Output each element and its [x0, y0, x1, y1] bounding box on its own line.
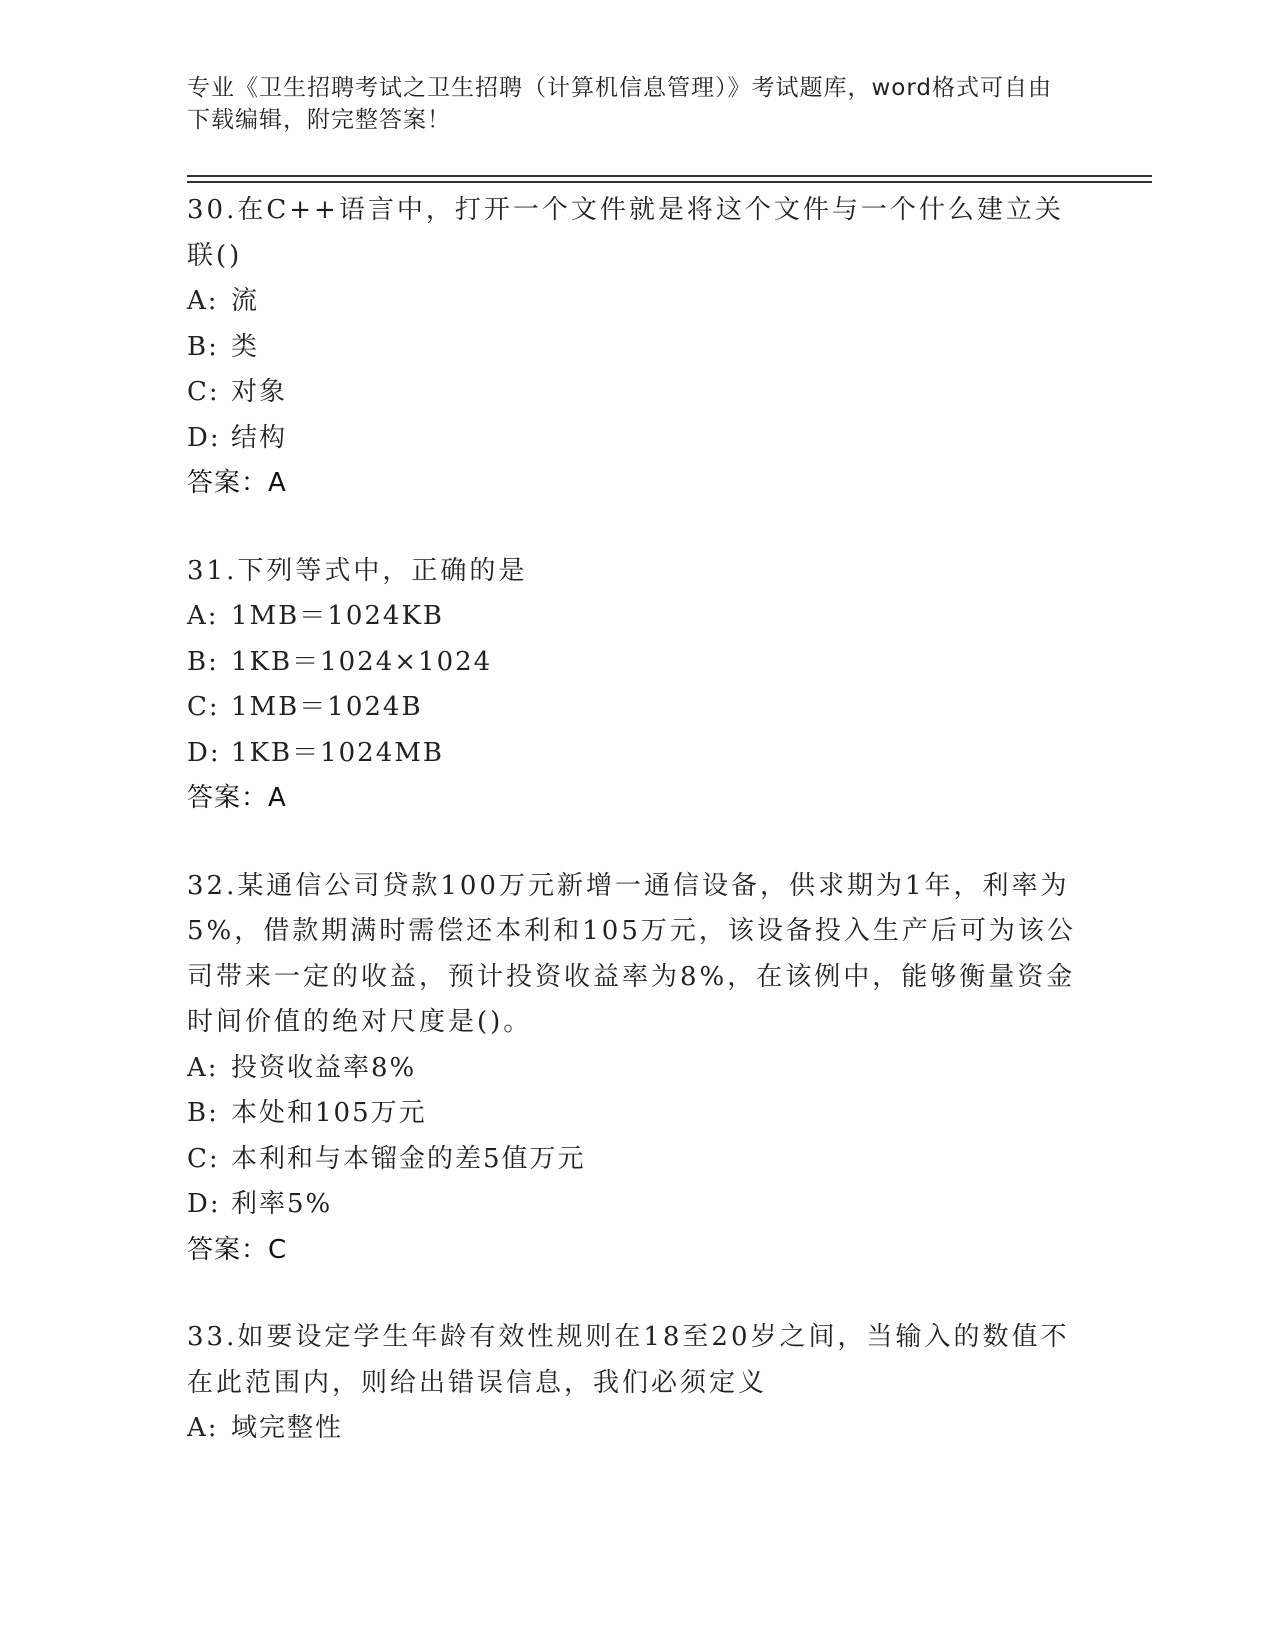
question-item — [187, 864, 1087, 1274]
question-item — [187, 549, 1087, 822]
answer-key: 答案：A — [187, 783, 287, 813]
answer-option — [187, 279, 1087, 325]
option-text: 利率5% — [231, 1189, 333, 1219]
answer-key: 答案：A — [187, 468, 287, 498]
option-text: 结构 — [231, 422, 288, 453]
answer-option — [187, 1091, 1087, 1137]
option-letter: B: — [187, 331, 219, 362]
option-letter: C: — [187, 1143, 220, 1174]
question-list — [187, 188, 1087, 1494]
header-divider-bottom — [187, 181, 1152, 183]
option-letter: A: — [187, 1413, 219, 1443]
option-letter: B: — [187, 1098, 219, 1128]
option-letter: C: — [187, 692, 220, 722]
option-letter: A: — [187, 601, 219, 631]
option-text: 投资收益率8% — [231, 1052, 417, 1083]
answer-option — [187, 325, 1087, 371]
option-text: 1KB＝1024MB — [231, 737, 444, 768]
option-text: 对象 — [231, 377, 288, 407]
header-divider-top — [187, 175, 1152, 177]
answer-option — [187, 640, 1087, 686]
answer-option — [187, 1137, 1087, 1183]
answer-option — [187, 370, 1087, 416]
answer-option — [187, 594, 1087, 640]
answer-option — [187, 416, 1087, 462]
question-text: 31.下列等式中，正确的是 — [187, 555, 528, 586]
answer-key: 答案：C — [187, 1234, 288, 1265]
option-text: 1KB＝1024×1024 — [231, 646, 493, 677]
option-letter: D: — [187, 1189, 221, 1219]
question-item — [187, 1315, 1087, 1452]
option-text: 类 — [231, 331, 260, 362]
answer-option — [187, 1406, 1087, 1452]
document-header: 专业《卫生招聘考试之卫生招聘（计算机信息管理）》考试题库，word格式可自由下载编辑，附完整答案！ — [187, 75, 1053, 133]
option-text: 1MB＝1024KB — [231, 601, 444, 631]
question-text: 33.如要设定学生年龄有效性规则在18至20岁之间，当输入的数值不在此范围内，则给出错误信息，我们必须定义 — [187, 1322, 1070, 1398]
option-letter: D: — [187, 737, 221, 768]
answer-option — [187, 1046, 1087, 1092]
option-letter: A: — [187, 1052, 219, 1083]
option-text: 域完整性 — [231, 1413, 344, 1443]
option-text: 流 — [231, 286, 260, 316]
option-letter: D: — [187, 422, 221, 453]
option-text: 本利和与本镏金的差5值万元 — [231, 1143, 586, 1174]
answer-option — [187, 1182, 1087, 1228]
question-item — [187, 188, 1087, 507]
option-letter: A: — [187, 286, 219, 316]
answer-option — [187, 731, 1087, 777]
question-text: 30.在C++语言中，打开一个文件就是将这个文件与一个什么建立关联() — [187, 195, 1064, 271]
option-text: 本处和105万元 — [231, 1098, 427, 1128]
option-letter: B: — [187, 646, 219, 677]
answer-option — [187, 685, 1087, 731]
option-text: 1MB＝1024B — [231, 692, 423, 722]
option-letter: C: — [187, 377, 220, 407]
question-text: 32.某通信公司贷款100万元新增一通信设备，供求期为1年，利率为5%，借款期满时需偿还本利和105万元，该设备投入生产后可为该公司带来一定的收益，预计投资收益率为8%，在该例中，能够衡量资金时间价值的绝对尺度是()。 — [187, 870, 1076, 1037]
